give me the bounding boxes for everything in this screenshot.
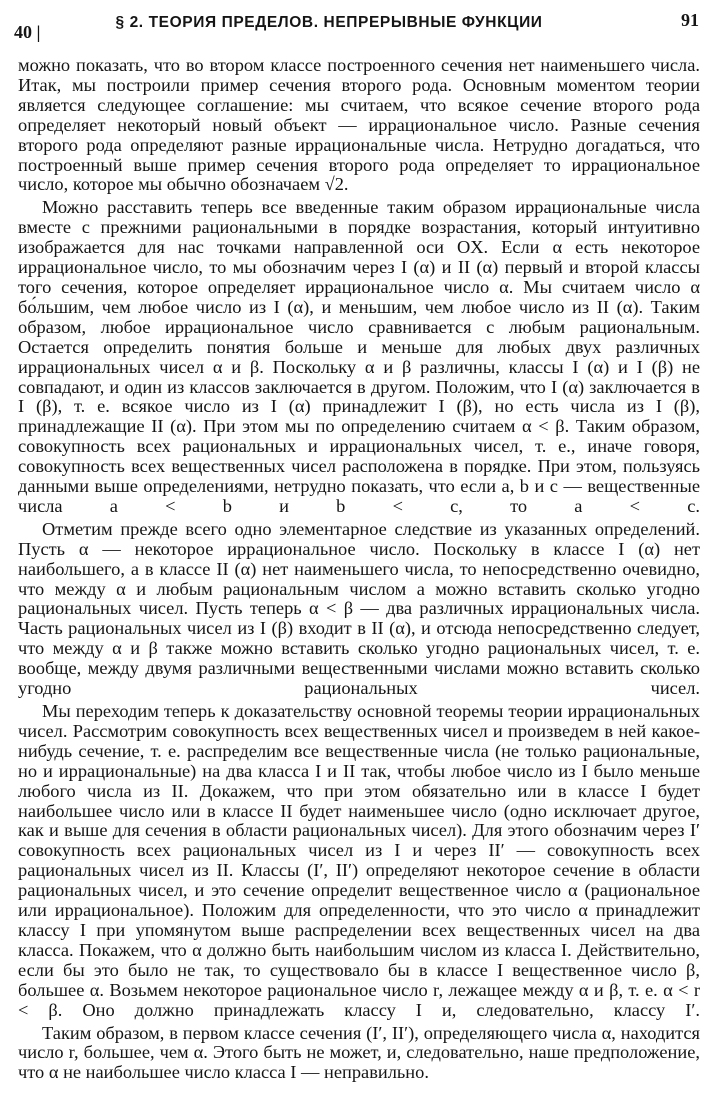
page-number-left: 40 |	[14, 22, 41, 42]
paragraph-3: Отметим прежде всего одно элементарное следствие из указанных определений. Пусть α — некоторое иррациональное число. Поскольку в классе I (α) нет наибольшего, а в классе II (α) нет наименьшего числа, то непосредственно очевидно, что между α и любым рациональным числом a можно вставить сколько угодно рациональных чисел. Пусть теперь α < β — два различных иррациональных числа. Часть рациональных чисел из I (β) входит в II (α), и отсюда непосредственно следует, что между α и β также можно вставить сколько угодно рациональных чисел, т. е. вообще, между двумя различными вещественными числами можно вставить сколько угодно рациональных чисел.	[18, 518, 700, 699]
paragraph-2: Можно расставить теперь все введенные таким образом иррациональные числа вместе с прежними рациональными в порядке возрастания, который интуитивно изображается для нас точками направленной оси OX. Если α есть некоторое иррациональное число, то мы обозначим через I (α) и II (α) первый и второй классы того сечения, которое определяет иррациональное число α. Мы считаем число α бо́льшим, чем любое число из I (α), и меньшим, чем любое число из II (α). Таким образом, любое иррациональное число сравнивается с любым рациональным. Остается определить понятия больше и меньше для любых двух различных иррациональных чисел α и β. Поскольку α и β различны, классы I (α) и I (β) не совпадают, и один из классов заключается в другом. Положим, что I (α) заключается в I (β), т. е. всякое число из I (α) принадлежит I (β), но есть числа из I (β), принадлежащие II (α). При этом мы по определению считаем α < β. Таким образом, совокупность всех рациональных и иррациональных чисел, т. е., иначе говоря, совокупность всех вещественных чисел расположена в порядке. При этом, пользуясь данными выше определениями, нетрудно показать, что если a, b и c — вещественные числа a < b и b < c, то a < c.	[18, 197, 700, 516]
page-body	[18, 56, 700, 1086]
running-head: § 2. ТЕОРИЯ ПРЕДЕЛОВ. НЕПРЕРЫВНЫЕ ФУНКЦИИ	[115, 14, 543, 31]
paragraph-1: можно показать, что во втором классе построенного сечения нет наименьшего числа. Итак, мы построили пример сечения второго рода. Основным моментом теории является следующее соглашение: мы считаем, что всякое сечение второго рода определяет некоторый новый объект — иррациональное число. Разные сечения второго рода определяют разные иррациональные числа. Нетрудно догадаться, что построенный выше пример сечения второго рода определяет то иррациональное число, которое мы обычно обозначаем √2.	[18, 55, 700, 195]
paragraph-5: Таким образом, в первом классе сечения (I′, II′), определяющего числа α, находится число r, большее, чем α. Этого быть не может, и, следовательно, наше предположение, что α не наибольшее число класса I — неправильно.	[18, 1022, 700, 1083]
page-number-right: 91	[681, 10, 699, 30]
page-header	[14, 8, 699, 42]
paragraph-4: Мы переходим теперь к доказательству основной теоремы теории иррациональных чисел. Рассмотрим совокупность всех вещественных чисел и произведем в ней какое-нибудь сечение, т. е. распределим все вещественные числа (не только рациональные, но и иррациональные) на два класса I и II так, чтобы любое число из I было меньше любого числа из II. Докажем, что при этом обязательно или в классе I будет наибольшее число или в классе II будет наименьшее число (одно исключает другое, как и выше для сечения в области рациональных чисел). Для этого обозначим через I′ совокупность всех рациональных чисел из I и через II′ — совокупность всех рациональных чисел из II. Классы (I′, II′) определяют некоторое сечение в области рациональных чисел, и это сечение определит вещественное число α (рациональное или иррациональное). Положим для определенности, что это число α принадлежит классу I при упомянутом выше распределении всех вещественных чисел на два класса. Покажем, что α должно быть наибольшим числом из класса I. Действительно, если бы это было не так, то существовало бы в классе I вещественное число β, большее α. Возьмем некоторое рациональное число r, лежащее между α и β, т. е. α < r < β. Оно должно принадлежать классу I и, следовательно, классу I′.	[18, 701, 700, 1020]
